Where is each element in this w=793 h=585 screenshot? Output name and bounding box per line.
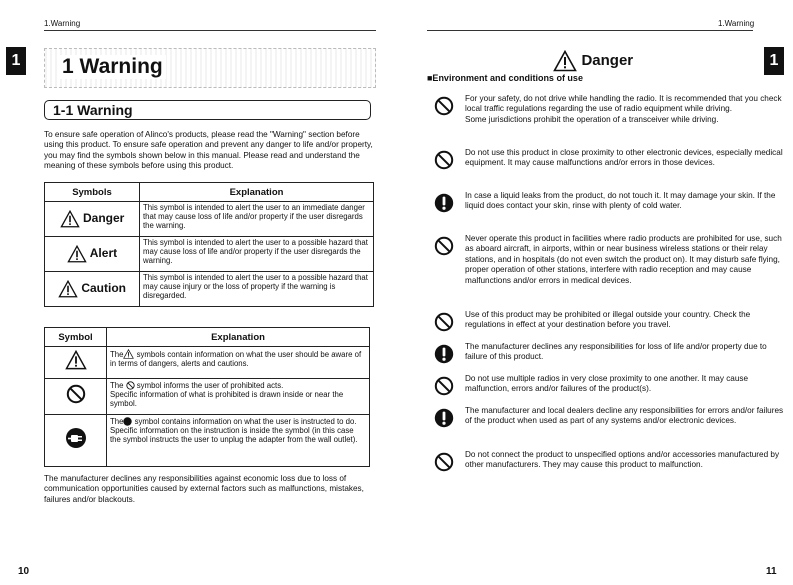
meaning-text-a: The (110, 381, 124, 390)
warning-triangle-icon (553, 50, 577, 72)
unplug-icon (65, 427, 87, 449)
warning-triangle-icon (60, 210, 80, 228)
danger-label: Danger (83, 211, 125, 226)
item-text-extra: Some jurisdictions prohibit the operation of a transceiver while driving. (465, 114, 719, 124)
meaning-text-b: symbol contains information on what the user is instructed to do. (134, 417, 357, 426)
disclaimer-paragraph: The manufacturer declines any responsibilities against economic loss due to loss of communication opportunities caused by external factors such as malfunctions, mistakes, failures and/or blackouts. (44, 474, 364, 504)
prohibited-icon (434, 96, 454, 116)
warning-triangle-icon (67, 245, 87, 263)
table-row (45, 272, 374, 307)
exclamation-icon (123, 417, 132, 426)
symbols-table-header-symbols: Symbols (45, 183, 140, 202)
alert-label: Alert (89, 246, 118, 261)
prohibited-icon (66, 384, 86, 404)
right-page-number: 11 (766, 566, 777, 577)
meaning-text-a: The (110, 417, 124, 426)
warning-triangle-icon (123, 349, 134, 359)
left-header-rule (44, 30, 376, 31)
prohibited-icon (434, 236, 454, 256)
table-row (45, 202, 374, 237)
section-title-box (44, 100, 371, 120)
left-chapter-tab: 1 (6, 47, 26, 75)
meaning-text-c: Specific information on the instruction is inside the symbol (in this case the symbol instructs the user to unplug the adapter from the wall outlet). (110, 425, 358, 444)
symbols-table-header-explanation: Explanation (140, 183, 374, 202)
meaning-table-header-symbol: Symbol (45, 328, 107, 347)
exclamation-icon (434, 408, 454, 428)
item-text: Never operate this product in facilities where radio products are prohibited for use, such as aboard aircraft, in airports, within or near business wireless stations or their relay stations, and in hospitals (do not even switch the product on). It may disturb safe flying, proper operation of other stations, interfere with radio reception and may cause malfunctions and/or errors in medical devices. (465, 234, 782, 285)
meaning-text-b: symbols contain information on what the user should be aware of in terms of dangers, alerts and cautions. (110, 350, 362, 368)
danger-title-block (553, 50, 633, 70)
exclamation-icon (434, 193, 454, 213)
exclamation-icon (434, 344, 454, 364)
symbols-table (44, 182, 374, 307)
banner-chapter-number: 1 (62, 55, 74, 78)
prohibited-icon (434, 312, 454, 332)
meaning-text-a: The (110, 350, 124, 359)
intro-paragraph: To ensure safe operation of Alinco's products, please read the "Warning" section before using this product. To ensure safe operation and prevent any danger to life and/or property, you may find the symbols shown below in this manual. Please read and understand the meaning of these symbols before using this product. (44, 130, 373, 171)
item-text: In case a liquid leaks from the product, do not touch it. It may damage your skin. If the liquid does contact your skin, rinse with plenty of cold water. (465, 191, 776, 211)
danger-explanation: This symbol is intended to alert the user to an immediate danger that may cause loss of life and/or property if the user disregards the warning. (140, 202, 374, 237)
item-text: The manufacturer declines any responsibilities for loss of life and/or property due to failure of this product. (465, 342, 767, 362)
prohibited-icon (434, 376, 454, 396)
caution-label: Caution (81, 281, 126, 296)
banner-title: Warning (79, 55, 163, 78)
warning-triangle-icon (58, 280, 78, 298)
table-row (45, 415, 370, 467)
table-row (45, 347, 370, 379)
item-text: The manufacturer and local dealers decline any responsibilities for errors and/or failures of the product when used as part of any systems and/or electronic devices. (465, 406, 784, 426)
item-text: Do not use this product in close proximity to other electronic devices, especially medical equipment. It may cause malfunctions and/or errors in those devices. (465, 148, 783, 168)
left-page-header: 1.Warning (44, 19, 81, 28)
prohibited-icon (126, 381, 135, 390)
right-header-rule (427, 30, 753, 31)
right-page-header: 1.Warning (718, 19, 755, 28)
caution-explanation: This symbol is intended to alert the user to a possible hazard that may cause injury or the loss of property if the warning is disregarded. (140, 272, 374, 307)
danger-title: Danger (581, 52, 634, 70)
item-text: Use of this product may be prohibited or illegal outside your country. Check the regulations in effect at your destination before you travel. (465, 310, 751, 330)
meaning-text-c: Specific information of what is prohibited is drawn inside or near the symbol. (110, 389, 344, 408)
left-page-number: 10 (18, 566, 30, 577)
section-title: 1-1 Warning (53, 102, 133, 118)
prohibited-icon (434, 150, 454, 170)
meaning-table-header-explanation: Explanation (107, 328, 370, 347)
prohibited-icon (434, 452, 454, 472)
item-text: Do not connect the product to unspecified options and/or accessories manufactured by other manufacturers. They may cause this product to malfunction. (465, 450, 780, 470)
meaning-text-b: symbol informs the user of prohibited acts. (136, 381, 284, 390)
right-chapter-tab: 1 (764, 47, 784, 75)
table-row (45, 237, 374, 272)
item-text: For your safety, do not drive while handling the radio. It is recommended that you check local traffic regulations regarding the use of radio equipment while driving. (465, 94, 782, 114)
table-row (45, 379, 370, 415)
warning-triangle-icon (65, 350, 87, 370)
symbol-meaning-table (44, 327, 370, 467)
alert-explanation: This symbol is intended to alert the user to a possible hazard that may cause loss of life and/or property if the user disregards the warning. (140, 237, 374, 272)
environment-heading: ■Environment and conditions of use (427, 73, 583, 83)
item-text: Do not use multiple radios in very close proximity to one another. It may cause malfunction, errors and/or failures of the product(s). (465, 374, 749, 394)
title-banner (44, 48, 376, 88)
